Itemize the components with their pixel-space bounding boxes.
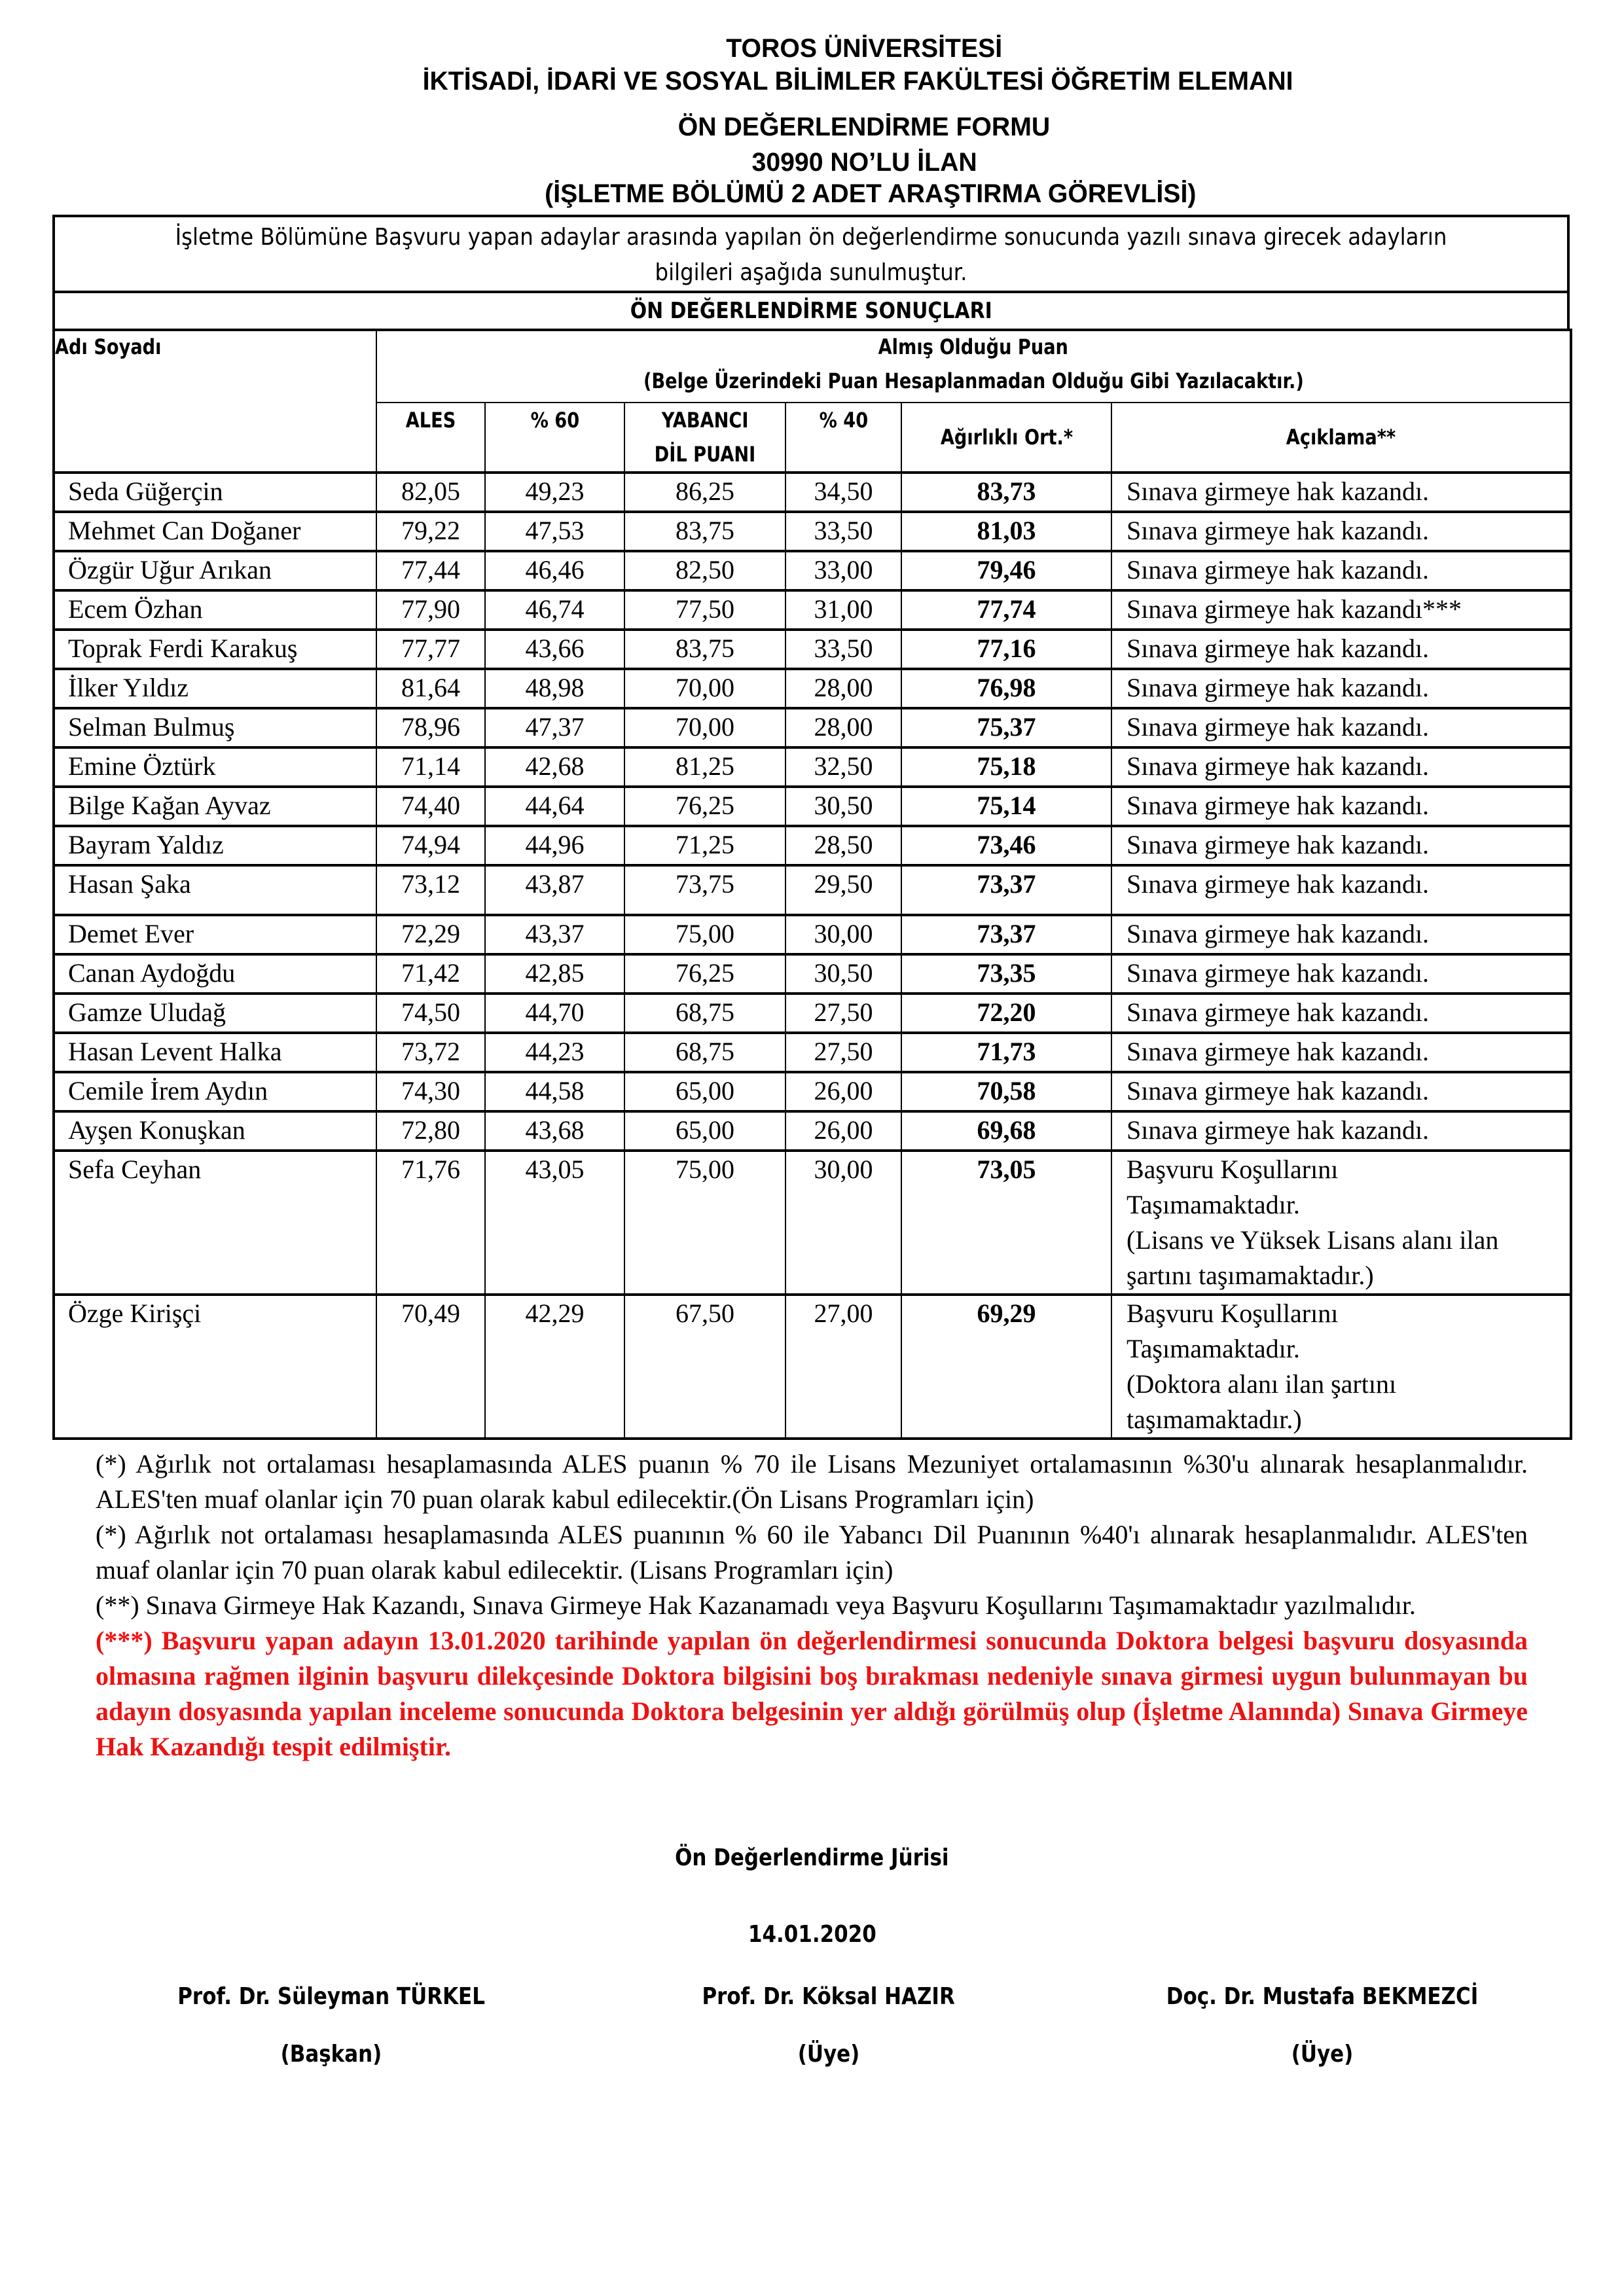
remark-detail: (Lisans ve Yüksek Lisans alanı ilan şartını taşımamaktadır.)	[1127, 1225, 1499, 1290]
cell-language-score: 81,25	[624, 747, 785, 787]
intro-line-2: bilgileri aşağıda sunulmuştur.	[655, 259, 967, 286]
cell-pct40: 27,50	[785, 1033, 901, 1072]
cell-name: Hasan Levent Halka	[54, 1033, 376, 1072]
table-row	[54, 826, 1571, 865]
cell-pct40: 33,50	[785, 630, 901, 669]
remark-header-text: Açıklama**	[1286, 425, 1396, 450]
cell-language-score: 75,00	[624, 915, 785, 954]
cell-ales: 77,77	[376, 630, 485, 669]
cell-language-score: 83,75	[624, 630, 785, 669]
cell-language-score: 77,50	[624, 590, 785, 630]
member-name: Doç. Dr. Mustafa BEKMEZCİ	[1166, 1983, 1479, 2010]
cell-remark: Sınava girmeye hak kazandı.	[1111, 512, 1571, 551]
cell-pct40: 30,00	[785, 915, 901, 954]
cell-remark	[1111, 1151, 1571, 1295]
cell-pct40: 34,50	[785, 473, 901, 512]
intro-line-1: İşletme Bölümüne Başvuru yapan adaylar arasında yapılan ön değerlendirme sonucunda yazılı sınava girecek adayların	[175, 224, 1447, 251]
member-name: Prof. Dr. Süleyman TÜRKEL	[177, 1983, 485, 2010]
cell-language-score: 76,25	[624, 787, 785, 826]
cell-name: Bayram Yaldız	[54, 826, 376, 865]
university-title: TOROS ÜNİVERSİTESİ	[726, 34, 1003, 63]
cell-pct40: 27,50	[785, 994, 901, 1033]
cell-pct40: 33,00	[785, 551, 901, 590]
cell-weighted-average: 73,46	[901, 826, 1111, 865]
column-header-language-score	[624, 403, 785, 473]
cell-language-score: 65,00	[624, 1111, 785, 1151]
cell-weighted-average: 83,73	[901, 473, 1111, 512]
cell-remark: Sınava girmeye hak kazandı.	[1111, 826, 1571, 865]
cell-ales: 74,40	[376, 787, 485, 826]
cell-remark: Sınava girmeye hak kazandı.	[1111, 708, 1571, 747]
cell-ales: 73,12	[376, 865, 485, 915]
cell-pct60: 44,96	[485, 826, 624, 865]
position-title: (İŞLETME BÖLÜMÜ 2 ADET ARAŞTIRMA GÖREVLİSİ)	[545, 179, 1197, 208]
table-row	[54, 551, 1571, 590]
cell-pct60: 46,74	[485, 590, 624, 630]
cell-weighted-average: 75,37	[901, 708, 1111, 747]
cell-pct40: 32,50	[785, 747, 901, 787]
cell-name: Hasan Şaka	[54, 865, 376, 915]
table-row	[54, 1033, 1571, 1072]
cell-pct60: 43,68	[485, 1111, 624, 1151]
remark-status: Başvuru Koşullarını Taşımamaktadır.	[1127, 1299, 1339, 1363]
cell-pct40: 28,00	[785, 669, 901, 708]
cell-weighted-average: 72,20	[901, 994, 1111, 1033]
ales-header-text: ALES	[405, 408, 456, 433]
cell-pct40: 31,00	[785, 590, 901, 630]
column-header-pct60	[485, 403, 624, 473]
cell-language-score: 68,75	[624, 1033, 785, 1072]
cell-name: Ayşen Konuşkan	[54, 1111, 376, 1151]
cell-remark: Sınava girmeye hak kazandı.	[1111, 669, 1571, 708]
table-row	[54, 915, 1571, 954]
cell-ales: 74,94	[376, 826, 485, 865]
cell-ales: 73,72	[376, 1033, 485, 1072]
jury-member-2-name	[567, 1983, 1091, 2010]
cell-remark: Sınava girmeye hak kazandı.	[1111, 747, 1571, 787]
cell-ales: 71,76	[376, 1151, 485, 1295]
cell-remark	[1111, 1295, 1571, 1439]
member-role: (Üye)	[797, 2041, 860, 2068]
cell-weighted-average: 71,73	[901, 1033, 1111, 1072]
member-role: (Üye)	[1291, 2041, 1354, 2068]
cell-pct60: 49,23	[485, 473, 624, 512]
cell-remark: Sınava girmeye hak kazandı.	[1111, 1033, 1571, 1072]
cell-ales: 74,50	[376, 994, 485, 1033]
remark-detail: (Doktora alanı ilan şartını taşımamaktadır.)	[1127, 1369, 1397, 1434]
results-title	[52, 291, 1570, 331]
cell-remark: Sınava girmeye hak kazandı.	[1111, 994, 1571, 1033]
cell-ales: 72,29	[376, 915, 485, 954]
table-row	[54, 669, 1571, 708]
column-group-header-score	[376, 329, 1571, 403]
name-header-text: Adı Soyadı	[55, 334, 162, 359]
cell-language-score: 82,50	[624, 551, 785, 590]
cell-name: Özge Kirişçi	[54, 1295, 376, 1439]
cell-name: İlker Yıldız	[54, 669, 376, 708]
cell-weighted-average: 79,46	[901, 551, 1111, 590]
cell-language-score: 67,50	[624, 1295, 785, 1439]
cell-pct40: 30,00	[785, 1151, 901, 1295]
table-row	[54, 954, 1571, 994]
jury-member-3-name	[1060, 1983, 1584, 2010]
cell-pct60: 44,64	[485, 787, 624, 826]
faculty-title: İKTİSADİ, İDARİ VE SOSYAL BİLİMLER FAKÜLTESİ ÖĞRETİM ELEMANI	[422, 67, 1293, 96]
cell-pct60: 48,98	[485, 669, 624, 708]
jury-member-1-role	[69, 2041, 593, 2068]
cell-weighted-average: 70,58	[901, 1072, 1111, 1111]
cell-pct60: 44,70	[485, 994, 624, 1033]
cell-name: Toprak Ferdi Karakuş	[54, 630, 376, 669]
cell-pct40: 29,50	[785, 865, 901, 915]
member-name: Prof. Dr. Köksal HAZIR	[702, 1983, 956, 2010]
cell-weighted-average: 69,29	[901, 1295, 1111, 1439]
cell-remark: Sınava girmeye hak kazandı.	[1111, 473, 1571, 512]
cell-pct60: 42,68	[485, 747, 624, 787]
cell-remark: Sınava girmeye hak kazandı***	[1111, 590, 1571, 630]
language-header-line-2: DİL PUANI	[654, 442, 756, 467]
cell-weighted-average: 77,16	[901, 630, 1111, 669]
table-row	[54, 1111, 1571, 1151]
cell-weighted-average: 75,14	[901, 787, 1111, 826]
cell-language-score: 65,00	[624, 1072, 785, 1111]
table-row	[54, 590, 1571, 630]
intro-box	[52, 215, 1570, 293]
cell-ales: 79,22	[376, 512, 485, 551]
table-row	[54, 747, 1571, 787]
column-header-remark	[1111, 403, 1571, 473]
cell-remark: Sınava girmeye hak kazandı.	[1111, 1072, 1571, 1111]
cell-name: Demet Ever	[54, 915, 376, 954]
footnote-correction-notice: (***) Başvuru yapan adayın 13.01.2020 tarihinde yapılan ön değerlendirmesi sonucunda Doktora belgesi başvuru dosyasında olmasına rağmen ilginin başvuru dilekçesinde Doktora bilgisini boş bırakması nedeniyle sınava girmesi uygun bulunmayan bu adayın dosyasında yapılan inceleme sonucunda Doktora belgesinin yer aldığı görülmüş olup (İşletme Alanında) Sınava Girmeye Hak Kazandığı tespit edilmiştir.	[96, 1626, 1528, 1761]
cell-weighted-average: 76,98	[901, 669, 1111, 708]
cell-pct40: 26,00	[785, 1072, 901, 1111]
cell-weighted-average: 73,37	[901, 865, 1111, 915]
form-title: ÖN DEĞERLENDİRME FORMU	[677, 113, 1051, 141]
cell-ales: 81,64	[376, 669, 485, 708]
cell-remark: Sınava girmeye hak kazandı.	[1111, 865, 1571, 915]
cell-ales: 82,05	[376, 473, 485, 512]
cell-pct60: 43,37	[485, 915, 624, 954]
cell-weighted-average: 73,37	[901, 915, 1111, 954]
cell-language-score: 75,00	[624, 1151, 785, 1295]
cell-pct60: 43,05	[485, 1151, 624, 1295]
column-header-pct40	[785, 403, 901, 473]
cell-remark: Sınava girmeye hak kazandı.	[1111, 915, 1571, 954]
cell-name: Selman Bulmuş	[54, 708, 376, 747]
weighted-header-text: Ağırlıklı Ort.*	[940, 425, 1073, 450]
jury-member-1-name	[69, 1983, 593, 2010]
cell-language-score: 68,75	[624, 994, 785, 1033]
cell-name: Emine Öztürk	[54, 747, 376, 787]
table-row	[54, 1295, 1571, 1439]
cell-name: Mehmet Can Doğaner	[54, 512, 376, 551]
cell-pct40: 26,00	[785, 1111, 901, 1151]
cell-language-score: 76,25	[624, 954, 785, 994]
group-header-line-2: (Belge Üzerindeki Puan Hesaplanmadan Olduğu Gibi Yazılacaktır.)	[643, 368, 1304, 393]
pct40-header-text: % 40	[819, 408, 868, 433]
table-row	[54, 630, 1571, 669]
cell-pct60: 46,46	[485, 551, 624, 590]
footnote-remark-options: (**) Sınava Girmeye Hak Kazandı, Sınava Girmeye Hak Kazanamadı veya Başvuru Koşullarını Taşımamaktadır yazılmalıdır.	[96, 1590, 1416, 1620]
cell-pct40: 30,50	[785, 954, 901, 994]
table-row	[54, 512, 1571, 551]
cell-language-score: 71,25	[624, 826, 785, 865]
table-row	[54, 865, 1571, 915]
cell-ales: 71,42	[376, 954, 485, 994]
footnote-weighted-bachelor: (*) Ağırlık not ortalaması hesaplamasında ALES puanının % 60 ile Yabancı Dil Puanının %40'ı alınarak hesaplanmalıdır. ALES'ten muaf olanlar için 70 puan olarak kabul edilecektir. (Lisans Programları için)	[96, 1520, 1528, 1585]
remark-status: Başvuru Koşullarını Taşımamaktadır.	[1127, 1155, 1339, 1219]
cell-ales: 77,44	[376, 551, 485, 590]
cell-ales: 72,80	[376, 1111, 485, 1151]
cell-language-score: 83,75	[624, 512, 785, 551]
table-row	[54, 994, 1571, 1033]
cell-weighted-average: 81,03	[901, 512, 1111, 551]
cell-ales: 70,49	[376, 1295, 485, 1439]
cell-language-score: 73,75	[624, 865, 785, 915]
cell-pct40: 27,00	[785, 1295, 901, 1439]
cell-language-score: 70,00	[624, 708, 785, 747]
table-row	[54, 787, 1571, 826]
cell-name: Bilge Kağan Ayvaz	[54, 787, 376, 826]
jury-title	[0, 1844, 1624, 1871]
cell-pct40: 28,50	[785, 826, 901, 865]
column-header-weighted-average	[901, 403, 1111, 473]
column-header-name	[54, 329, 376, 473]
footnote-weighted-associate: (*) Ağırlık not ortalaması hesaplamasında ALES puanın % 70 ile Lisans Mezuniyet ortalamasının %30'u alınarak hesaplanmalıdır. ALES'ten muaf olanlar için 70 puan olarak kabul edilecektir.(Ön Lisans Programları için)	[96, 1449, 1528, 1514]
cell-pct60: 44,58	[485, 1072, 624, 1111]
language-header-line-1: YABANCI	[661, 408, 749, 433]
cell-pct60: 42,29	[485, 1295, 624, 1439]
cell-ales: 77,90	[376, 590, 485, 630]
cell-name: Özgür Uğur Arıkan	[54, 551, 376, 590]
table-row	[54, 708, 1571, 747]
cell-pct60: 47,37	[485, 708, 624, 747]
table-row	[54, 1151, 1571, 1295]
footnotes	[96, 1446, 1528, 1765]
cell-pct60: 43,66	[485, 630, 624, 669]
cell-remark: Sınava girmeye hak kazandı.	[1111, 551, 1571, 590]
results-table-body	[54, 473, 1571, 1439]
cell-pct60: 42,85	[485, 954, 624, 994]
cell-name: Seda Güğerçin	[54, 473, 376, 512]
cell-ales: 74,30	[376, 1072, 485, 1111]
cell-name: Ecem Özhan	[54, 590, 376, 630]
cell-weighted-average: 73,05	[901, 1151, 1111, 1295]
jury-member-3-role	[1060, 2041, 1584, 2068]
results-title-text: ÖN DEĞERLENDİRME SONUÇLARI	[630, 298, 992, 324]
table-row	[54, 1072, 1571, 1111]
group-header-line-1: Almış Olduğu Puan	[878, 334, 1069, 359]
cell-weighted-average: 75,18	[901, 747, 1111, 787]
column-header-ales	[376, 403, 485, 473]
cell-remark: Sınava girmeye hak kazandı.	[1111, 1111, 1571, 1151]
cell-pct40: 28,00	[785, 708, 901, 747]
jury-date-text: 14.01.2020	[748, 1921, 876, 1948]
cell-pct60: 43,87	[485, 865, 624, 915]
cell-weighted-average: 69,68	[901, 1111, 1111, 1151]
jury-member-2-role	[567, 2041, 1091, 2068]
cell-remark: Sınava girmeye hak kazandı.	[1111, 630, 1571, 669]
cell-name: Gamze Uludağ	[54, 994, 376, 1033]
cell-ales: 78,96	[376, 708, 485, 747]
jury-date	[0, 1921, 1624, 1948]
cell-name: Cemile İrem Aydın	[54, 1072, 376, 1111]
cell-ales: 71,14	[376, 747, 485, 787]
cell-pct40: 33,50	[785, 512, 901, 551]
cell-language-score: 70,00	[624, 669, 785, 708]
cell-weighted-average: 73,35	[901, 954, 1111, 994]
cell-weighted-average: 77,74	[901, 590, 1111, 630]
pct60-header-text: % 60	[530, 408, 579, 433]
cell-pct60: 44,23	[485, 1033, 624, 1072]
member-role: (Başkan)	[280, 2041, 382, 2068]
table-row	[54, 473, 1571, 512]
cell-name: Sefa Ceyhan	[54, 1151, 376, 1295]
cell-remark: Sınava girmeye hak kazandı.	[1111, 787, 1571, 826]
cell-language-score: 86,25	[624, 473, 785, 512]
cell-pct40: 30,50	[785, 787, 901, 826]
results-table	[52, 329, 1572, 1440]
cell-remark: Sınava girmeye hak kazandı.	[1111, 954, 1571, 994]
announcement-number: 30990 NO’LU İLAN	[751, 148, 977, 177]
jury-title-text: Ön Değerlendirme Jürisi	[675, 1844, 949, 1871]
cell-pct60: 47,53	[485, 512, 624, 551]
cell-name: Canan Aydoğdu	[54, 954, 376, 994]
header-row-group	[54, 329, 1571, 403]
